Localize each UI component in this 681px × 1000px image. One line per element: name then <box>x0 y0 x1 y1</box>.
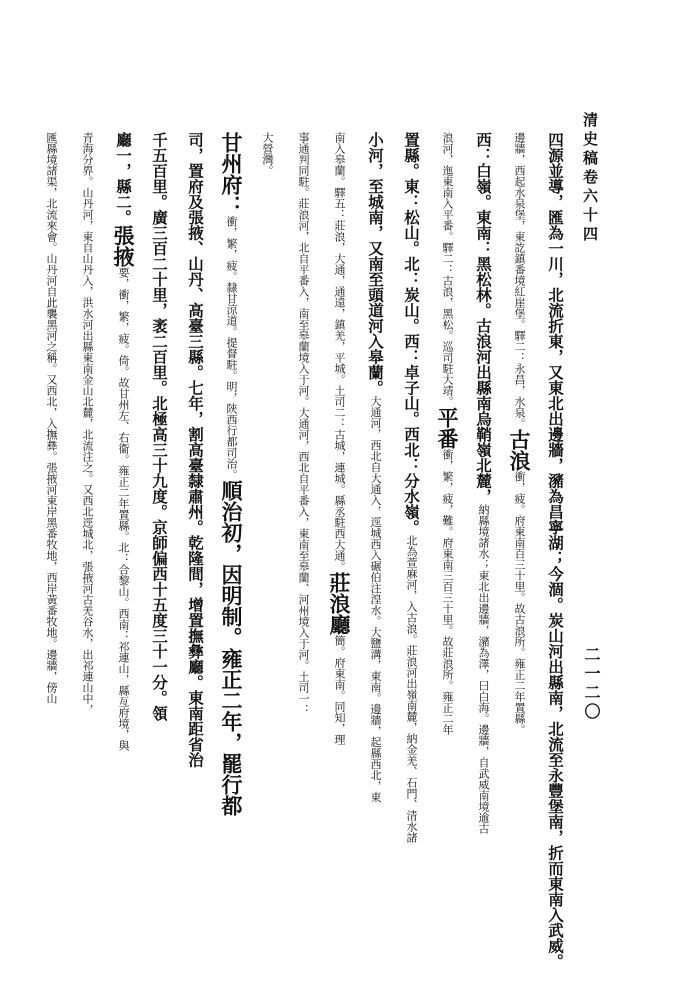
text-column <box>213 132 249 892</box>
text-column <box>105 132 141 892</box>
annotation-text: 簡。府東南。同知，理 <box>333 635 346 745</box>
annotation-text: 浪河，迤東南入平番。驛二：古浪，黑松。巡司駐大靖。 <box>441 132 454 407</box>
text-column <box>285 132 321 892</box>
text-column <box>69 132 105 892</box>
annotation-text: 北為萱麻河，入古浪。莊浪河出嶺南麓，納金羌、石門、清水諸 <box>405 535 418 843</box>
text-column <box>141 132 177 892</box>
text-column <box>465 132 501 892</box>
place-heading: 順治初，因明制。雍正二年，罷行都 <box>219 480 244 816</box>
vertical-text-body <box>45 132 573 969</box>
main-text: 廳一，縣二。 <box>114 132 133 225</box>
text-column <box>33 132 69 892</box>
page-number: 二一二〇 <box>582 646 601 722</box>
place-heading: 張掖 <box>111 225 136 267</box>
annotation-text: 衝，疲。府東南百三十里。故古浪所。雍正二年置縣。 <box>513 471 526 735</box>
main-text: 西：白嶺。東南：黑松林。古浪河出縣南烏鞘嶺北麓， <box>474 132 493 504</box>
annotation-text: 要，衝，繁，疲。倚。故甘州左、右衞。雍正二年置縣。北：合黎山。西南：祁連山，縣亙府境，與 <box>117 267 130 751</box>
main-text: 司，置府及張掖、山丹、高臺三縣。七年，割高臺隸肅州。乾隆間，增置撫彝廳。東南距省治 <box>186 132 205 768</box>
main-text: 置縣。東：松山。北：炭山。西：卓子山。西北：分水嶺。 <box>402 132 421 535</box>
place-heading: 莊浪廳 <box>327 572 352 635</box>
place-heading: 平番 <box>435 407 460 449</box>
annotation-text: 衝，繁，疲，難。府東南三百三十里。故莊浪所。雍正二年 <box>441 449 454 735</box>
text-column <box>357 132 393 892</box>
annotation-text: 邊牆，西起水泉堡，東訖鎮番境紅崖堡。驛二：永昌，水泉。 <box>513 132 526 429</box>
main-text: 四源並導，匯為一川，北流折東，又東北出邊牆，瀦為昌寧湖；今涸。 <box>546 132 565 613</box>
main-text: 小河，至城南，又南至頭道河入皋蘭。 <box>366 132 385 396</box>
text-column <box>393 132 429 892</box>
annotation-text: 納縣境諸水；東北出邊牆，瀦為澤，曰白海。邊牆，自武威南境逾古 <box>477 504 490 834</box>
main-text: 千五百里。廣三百二十里，袤二百里。北極高三十九度。京師偏西十五度三十一分。領 <box>150 132 169 721</box>
text-column <box>177 132 213 892</box>
annotation-text: 大營灣。 <box>261 132 274 176</box>
annotation-text: 南入皋蘭。驛五：莊浪，大通，通遠，鎮羌，平城。土司二：古城，連城。縣丞駐西大通。 <box>333 132 346 572</box>
main-text: 炭山河出縣南，北流至永豐堡南，折而東南入武威。 <box>546 612 565 969</box>
text-column <box>321 132 357 892</box>
annotation-text: 衝，繁，疲。隸甘涼道。提督駐。明，陝西行都司治。 <box>225 216 238 480</box>
text-column <box>537 132 573 969</box>
text-column <box>249 132 285 892</box>
text-column <box>501 132 537 892</box>
annotation-text: 大通河，西北自大通入，逕城西入碾伯注湟水。大鹽溝，東南。邊牆，起縣西北，東 <box>369 395 382 803</box>
place-heading: 甘州府： <box>219 132 244 216</box>
annotation-text: 事通判同駐。莊浪河，北自平番入，南至皋蘭境入于河。大通河，西北自平番入，東南至皋蘭、河州境入于河。土司一： <box>297 132 310 715</box>
text-column <box>429 132 465 892</box>
annotation-text: 青海分界。山丹河，東自山丹入，洪水河出縣東南金山北麓，北流注之。又西北逕城北，張掖河古羌谷水，出祁連山中， <box>81 132 94 715</box>
book-title-header: 清史稿卷六十四 <box>581 112 599 245</box>
place-heading: 古浪 <box>507 429 532 471</box>
annotation-text: 匯縣境諸渠，北流來會。山丹河自此襲黑河之稱。又西北，入撫彝。張掖河東岸黑番牧地，西岸黃番牧地。邊牆，傍山 <box>45 132 58 704</box>
